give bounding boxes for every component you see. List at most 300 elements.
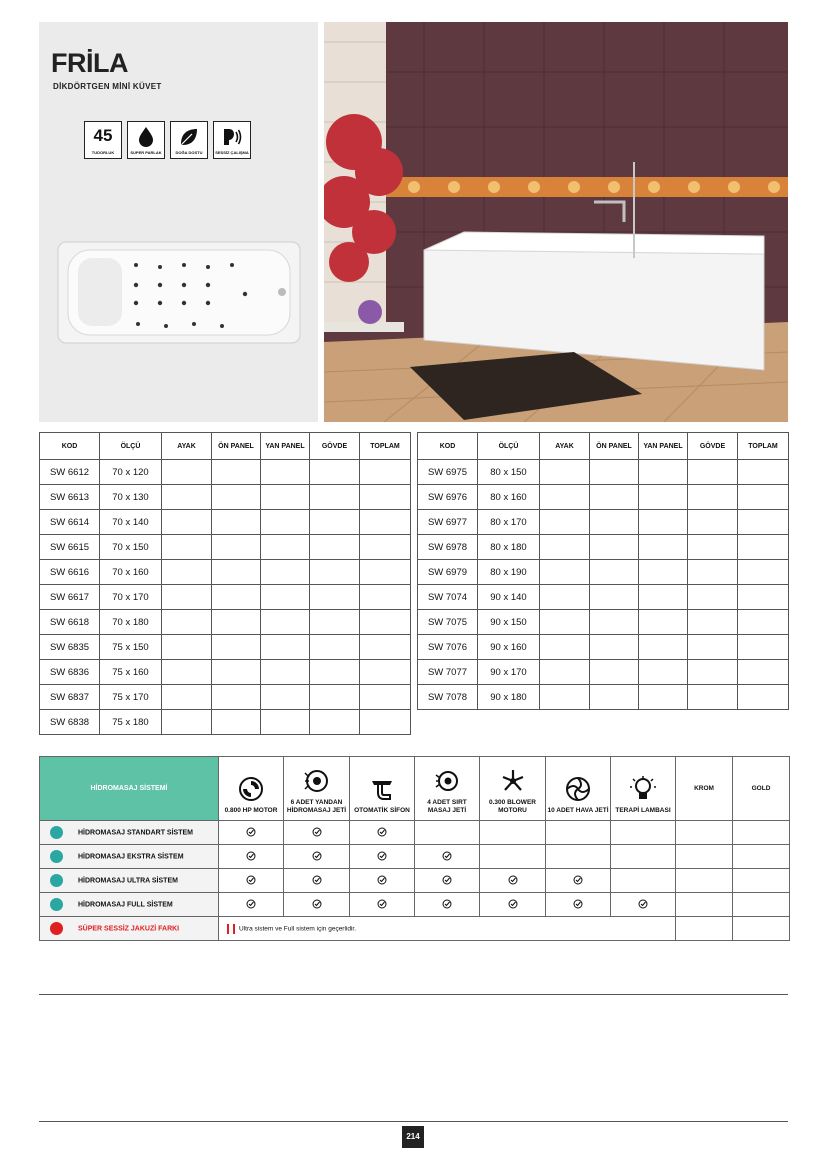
hydro-feature-header	[480, 757, 546, 821]
price-cell	[261, 660, 310, 685]
system-name: HİDROMASAJ STANDART SİSTEM	[78, 829, 193, 837]
price-cell	[639, 535, 688, 560]
price-cell	[590, 610, 639, 635]
column-header: YAN PANEL	[639, 433, 688, 460]
size-cell: 75 x 170	[100, 685, 162, 710]
price-cell	[212, 610, 261, 635]
feature-cell	[415, 821, 480, 845]
back-jet-icon	[433, 767, 461, 795]
size-cell: 70 x 160	[100, 560, 162, 585]
price-cell	[733, 821, 790, 845]
price-cell	[212, 660, 261, 685]
column-header: TOPLAM	[738, 433, 789, 460]
check-icon	[573, 899, 583, 911]
feature-label: TUDORLUK	[91, 150, 115, 155]
price-cell	[310, 635, 360, 660]
table-row	[40, 610, 411, 635]
feature-cell	[546, 893, 611, 917]
column-header: AYAK	[162, 433, 212, 460]
feature-cell	[415, 893, 480, 917]
feature-cell	[611, 821, 676, 845]
product-code-cell: SW 7076	[418, 635, 478, 660]
column-header: ÖN PANEL	[590, 433, 639, 460]
check-icon	[246, 827, 256, 839]
price-cell	[738, 585, 789, 610]
product-subtitle: DİKDÖRTGEN MİNİ KÜVET	[53, 82, 162, 91]
check-icon	[638, 899, 648, 911]
feature-cell	[546, 869, 611, 893]
check-icon	[246, 851, 256, 863]
price-cell	[738, 485, 789, 510]
price-cell	[540, 660, 590, 685]
check-icon	[442, 899, 452, 911]
feature-cell	[350, 893, 415, 917]
price-cell	[733, 869, 790, 893]
feature-cell	[611, 869, 676, 893]
hydro-feature-label: OTOMATİK SİFON	[354, 807, 410, 814]
price-cell	[261, 585, 310, 610]
table-row	[418, 685, 789, 710]
system-dot-icon	[50, 850, 63, 863]
price-cell	[590, 635, 639, 660]
leaf-icon	[178, 126, 200, 148]
price-cell	[738, 610, 789, 635]
price-cell	[261, 510, 310, 535]
check-icon	[312, 827, 322, 839]
price-cell	[540, 635, 590, 660]
hydro-row	[40, 821, 790, 845]
price-cell	[360, 610, 411, 635]
hydro-feature-header	[611, 757, 676, 821]
price-cell	[261, 485, 310, 510]
price-cell	[310, 685, 360, 710]
price-cell	[590, 460, 639, 485]
price-cell	[310, 610, 360, 635]
price-cell	[688, 685, 738, 710]
feature-cell	[284, 845, 350, 869]
column-header: AYAK	[540, 433, 590, 460]
table-row	[418, 635, 789, 660]
bathtub-top-view-image	[56, 240, 302, 345]
feature-cell	[284, 821, 350, 845]
check-icon	[246, 875, 256, 887]
price-cell	[261, 685, 310, 710]
finish-header: GOLD	[733, 757, 790, 821]
column-header: ÖLÇÜ	[478, 433, 540, 460]
siphon-icon	[368, 775, 396, 803]
hydro-feature-header	[415, 757, 480, 821]
table-row	[40, 535, 411, 560]
hydro-row-label-cell	[40, 869, 219, 893]
size-cell: 75 x 180	[100, 710, 162, 735]
price-cell	[590, 560, 639, 585]
check-icon	[573, 875, 583, 887]
product-code-cell: SW 7074	[418, 585, 478, 610]
hydro-row-label-cell	[40, 893, 219, 917]
size-cell: 75 x 150	[100, 635, 162, 660]
price-cell	[212, 485, 261, 510]
system-dot-icon	[50, 898, 63, 911]
hydro-row-label-cell	[40, 917, 219, 941]
size-cell: 70 x 180	[100, 610, 162, 635]
price-cell	[261, 710, 310, 735]
size-cell: 70 x 150	[100, 535, 162, 560]
product-code-cell: SW 6617	[40, 585, 100, 610]
price-cell	[212, 710, 261, 735]
feature-cell	[284, 893, 350, 917]
note-marker-icon	[227, 924, 235, 934]
price-cell	[639, 660, 688, 685]
system-name: HİDROMASAJ ULTRA SİSTEM	[78, 877, 178, 885]
feature-cell	[350, 869, 415, 893]
price-cell	[162, 635, 212, 660]
feature-cell	[219, 869, 284, 893]
price-cell	[688, 485, 738, 510]
price-cell	[310, 585, 360, 610]
hydro-row-label-cell	[40, 845, 219, 869]
price-cell	[540, 485, 590, 510]
product-code-cell: SW 6616	[40, 560, 100, 585]
feature-cell	[415, 869, 480, 893]
divider	[39, 1121, 788, 1122]
hydro-row-label-cell	[40, 821, 219, 845]
price-cell	[162, 610, 212, 635]
hydro-row	[40, 845, 790, 869]
price-cell	[738, 685, 789, 710]
size-cell: 70 x 120	[100, 460, 162, 485]
check-icon	[377, 851, 387, 863]
product-code-cell: SW 6975	[418, 460, 478, 485]
price-cell	[540, 535, 590, 560]
price-cell	[676, 821, 733, 845]
product-code-cell: SW 7077	[418, 660, 478, 685]
table-row	[40, 485, 411, 510]
price-cell	[688, 560, 738, 585]
price-cell	[310, 510, 360, 535]
special-dot-icon	[50, 922, 63, 935]
price-cell	[639, 460, 688, 485]
table-row	[40, 460, 411, 485]
side-jet-icon	[303, 767, 331, 795]
price-cell	[212, 635, 261, 660]
system-name: HİDROMASAJ EKSTRA SİSTEM	[78, 853, 184, 861]
check-icon	[377, 827, 387, 839]
price-cell	[162, 560, 212, 585]
price-cell	[360, 485, 411, 510]
hydro-system-title: HİDROMASAJ SİSTEMİ	[40, 757, 219, 821]
price-cell	[162, 485, 212, 510]
feature-label: DOĞA DOSTU	[175, 150, 203, 155]
price-cell	[688, 660, 738, 685]
price-cell	[261, 560, 310, 585]
price-cell	[688, 610, 738, 635]
product-code-cell: SW 6979	[418, 560, 478, 585]
hydro-feature-label: 0.300 BLOWER MOTORU	[489, 799, 536, 814]
price-cell	[639, 560, 688, 585]
price-cell	[212, 685, 261, 710]
price-cell	[212, 560, 261, 585]
feature-cell	[219, 845, 284, 869]
price-cell	[738, 660, 789, 685]
special-note: Ultra sistem ve Full sistem için geçerlidir.	[239, 925, 357, 933]
check-icon	[508, 899, 518, 911]
product-code-cell: SW 6836	[40, 660, 100, 685]
feature-cell	[219, 893, 284, 917]
price-cell	[590, 585, 639, 610]
price-cell	[360, 460, 411, 485]
feature-cell	[350, 845, 415, 869]
hydro-row	[40, 893, 790, 917]
table-row	[418, 660, 789, 685]
table-row	[418, 560, 789, 585]
price-cell	[733, 917, 790, 941]
hydro-feature-header	[284, 757, 350, 821]
price-cell	[310, 660, 360, 685]
feature-cell	[284, 869, 350, 893]
sound-icon	[221, 126, 243, 148]
table-row	[418, 510, 789, 535]
price-cell	[310, 710, 360, 735]
size-cell: 80 x 190	[478, 560, 540, 585]
price-cell	[261, 460, 310, 485]
system-dot-icon	[50, 826, 63, 839]
price-cell	[162, 535, 212, 560]
price-cell	[639, 510, 688, 535]
table-row	[40, 685, 411, 710]
price-cell	[639, 635, 688, 660]
spec-table-left	[39, 432, 411, 735]
table-header-row	[40, 433, 411, 460]
table-row	[418, 585, 789, 610]
price-cell	[733, 845, 790, 869]
feature-cell	[546, 845, 611, 869]
hydro-feature-header	[546, 757, 611, 821]
column-header: GÖVDE	[310, 433, 360, 460]
price-cell	[738, 510, 789, 535]
size-cell: 70 x 140	[100, 510, 162, 535]
size-cell: 90 x 170	[478, 660, 540, 685]
table-row	[418, 485, 789, 510]
size-cell: 80 x 150	[478, 460, 540, 485]
product-code-cell: SW 7075	[418, 610, 478, 635]
price-cell	[738, 560, 789, 585]
drop-icon	[136, 126, 156, 148]
column-header: KOD	[418, 433, 478, 460]
check-icon	[508, 875, 518, 887]
price-cell	[212, 585, 261, 610]
price-cell	[360, 510, 411, 535]
finish-header: KROM	[676, 757, 733, 821]
price-cell	[590, 660, 639, 685]
table-row	[40, 660, 411, 685]
thickness-45-icon: 45	[93, 126, 113, 145]
hydro-feature-label: 4 ADET SIRT MASAJ JETİ	[427, 799, 467, 814]
price-cell	[676, 869, 733, 893]
table-row	[418, 535, 789, 560]
feature-cell	[350, 821, 415, 845]
price-cell	[688, 635, 738, 660]
price-cell	[162, 710, 212, 735]
price-cell	[162, 460, 212, 485]
hydro-special-row	[40, 917, 790, 941]
price-cell	[540, 560, 590, 585]
price-cell	[212, 460, 261, 485]
product-code-cell: SW 7078	[418, 685, 478, 710]
price-cell	[676, 893, 733, 917]
price-cell	[310, 485, 360, 510]
check-icon	[377, 875, 387, 887]
check-icon	[442, 875, 452, 887]
size-cell: 70 x 130	[100, 485, 162, 510]
product-code-cell: SW 6976	[418, 485, 478, 510]
size-cell: 90 x 160	[478, 635, 540, 660]
column-header: GÖVDE	[688, 433, 738, 460]
feature-cell	[611, 893, 676, 917]
price-cell	[688, 535, 738, 560]
price-cell	[162, 510, 212, 535]
blower-icon	[499, 767, 527, 795]
price-cell	[310, 535, 360, 560]
price-cell	[738, 535, 789, 560]
price-cell	[540, 585, 590, 610]
product-code-cell: SW 6835	[40, 635, 100, 660]
price-cell	[261, 610, 310, 635]
feature-eco	[170, 121, 208, 159]
product-code-cell: SW 6978	[418, 535, 478, 560]
price-cell	[639, 685, 688, 710]
price-cell	[540, 460, 590, 485]
product-code-cell: SW 6614	[40, 510, 100, 535]
price-cell	[261, 535, 310, 560]
product-code-cell: SW 6618	[40, 610, 100, 635]
hydro-feature-label: TERAPİ LAMBASI	[615, 807, 671, 814]
hydro-row	[40, 869, 790, 893]
system-dot-icon	[50, 874, 63, 887]
check-icon	[312, 875, 322, 887]
feature-cell	[480, 845, 546, 869]
price-cell	[676, 845, 733, 869]
size-cell: 70 x 170	[100, 585, 162, 610]
hydro-feature-label: 10 ADET HAVA JETİ	[547, 807, 609, 814]
column-header: ÖLÇÜ	[100, 433, 162, 460]
hydro-feature-label: 0.800 HP MOTOR	[224, 807, 278, 814]
price-cell	[360, 685, 411, 710]
feature-cell	[611, 845, 676, 869]
feature-cell	[415, 845, 480, 869]
check-icon	[377, 899, 387, 911]
feature-cell	[546, 821, 611, 845]
feature-silent	[213, 121, 251, 159]
check-icon	[442, 851, 452, 863]
page-number: 214	[402, 1126, 424, 1148]
price-cell	[360, 585, 411, 610]
check-icon	[312, 899, 322, 911]
price-cell	[590, 485, 639, 510]
price-cell	[360, 635, 411, 660]
feature-glossy	[127, 121, 165, 159]
product-code-cell: SW 6612	[40, 460, 100, 485]
product-code-cell: SW 6613	[40, 485, 100, 510]
price-cell	[310, 560, 360, 585]
column-header: YAN PANEL	[261, 433, 310, 460]
price-cell	[733, 893, 790, 917]
price-cell	[162, 685, 212, 710]
price-cell	[688, 585, 738, 610]
feature-cell	[219, 821, 284, 845]
size-cell: 80 x 160	[478, 485, 540, 510]
column-header: KOD	[40, 433, 100, 460]
product-code-cell: SW 6837	[40, 685, 100, 710]
feature-thickness	[84, 121, 122, 159]
price-cell	[360, 560, 411, 585]
size-cell: 80 x 170	[478, 510, 540, 535]
column-header: TOPLAM	[360, 433, 411, 460]
system-name: HİDROMASAJ FULL SİSTEM	[78, 901, 173, 909]
price-cell	[162, 660, 212, 685]
size-cell: 90 x 140	[478, 585, 540, 610]
price-cell	[360, 660, 411, 685]
price-cell	[212, 535, 261, 560]
product-code-cell: SW 6977	[418, 510, 478, 535]
feature-cell	[480, 821, 546, 845]
table-row	[40, 635, 411, 660]
price-cell	[310, 460, 360, 485]
special-note-cell	[219, 917, 676, 941]
hydro-feature-header	[219, 757, 284, 821]
feature-cell	[480, 869, 546, 893]
table-row	[418, 610, 789, 635]
size-cell: 75 x 160	[100, 660, 162, 685]
special-label: SÜPER SESSİZ JAKUZİ FARKI	[78, 925, 180, 933]
price-cell	[540, 510, 590, 535]
hydro-feature-label: 6 ADET YANDAN HİDROMASAJ JETİ	[286, 799, 347, 814]
motor-icon	[237, 775, 265, 803]
price-cell	[738, 460, 789, 485]
price-cell	[590, 510, 639, 535]
price-cell	[590, 685, 639, 710]
size-cell: 90 x 150	[478, 610, 540, 635]
product-code-cell: SW 6615	[40, 535, 100, 560]
size-cell: 90 x 180	[478, 685, 540, 710]
table-row	[418, 460, 789, 485]
hydro-header-row	[40, 757, 790, 821]
bathroom-photo	[324, 22, 788, 422]
check-icon	[246, 899, 256, 911]
price-cell	[162, 585, 212, 610]
spec-table-right	[417, 432, 789, 710]
price-cell	[540, 685, 590, 710]
price-cell	[639, 485, 688, 510]
price-cell	[261, 635, 310, 660]
product-code-cell: SW 6838	[40, 710, 100, 735]
price-cell	[360, 710, 411, 735]
price-cell	[738, 635, 789, 660]
product-title: FRİLA	[51, 48, 128, 78]
table-row	[40, 710, 411, 735]
feature-cell	[480, 893, 546, 917]
price-cell	[639, 585, 688, 610]
price-cell	[688, 510, 738, 535]
hydromassage-table	[39, 756, 790, 941]
feature-label: SESSİZ ÇALIŞMA	[215, 150, 249, 155]
hydro-feature-header	[350, 757, 415, 821]
table-row	[40, 560, 411, 585]
check-icon	[312, 851, 322, 863]
column-header: ÖN PANEL	[212, 433, 261, 460]
price-cell	[639, 610, 688, 635]
price-cell	[212, 510, 261, 535]
table-header-row	[418, 433, 789, 460]
